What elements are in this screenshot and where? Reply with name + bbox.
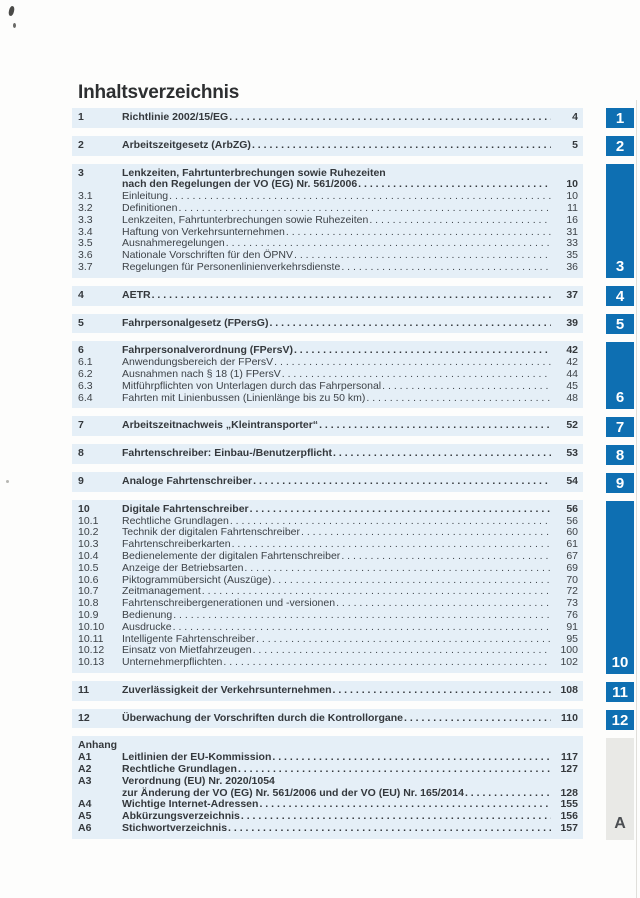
dot-leader — [382, 381, 551, 393]
entry-title: Ausdrucke — [122, 620, 172, 633]
entry-number: 10.5 — [78, 561, 99, 574]
entry-title: Rechtliche Grundlagen — [122, 763, 237, 776]
dot-leader — [253, 645, 551, 657]
entry-number: Anhang — [78, 739, 118, 752]
entry-number: 6.3 — [78, 379, 93, 392]
toc-block — [72, 286, 583, 306]
entry-number: 10.6 — [78, 573, 99, 586]
side-tab-label: A — [614, 815, 626, 832]
entry-title: Abkürzungsverzeichnis — [122, 810, 240, 823]
entry-number: A4 — [78, 798, 92, 811]
dot-leader — [178, 203, 551, 215]
toc-entry — [78, 610, 578, 622]
entry-page: 48 — [566, 391, 578, 404]
entry-title: Stichwortverzeichnis — [122, 822, 228, 835]
toc-entry — [78, 112, 578, 124]
entry-number: 10.9 — [78, 608, 99, 621]
entry-page: 42 — [566, 344, 578, 357]
entry-title: Anwendungsbereich der FPersV — [122, 356, 274, 369]
toc-entry — [78, 203, 578, 215]
entry-title: Fahrtenschreibergenerationen und -versionen — [122, 597, 336, 610]
entry-title: Bedienelemente der digitalen Fahrtenschreiber — [122, 549, 341, 562]
entry-title: Definitionen — [122, 201, 178, 214]
entry-number: 10.8 — [78, 597, 99, 610]
entry-number: 5 — [78, 316, 84, 329]
entry-title: Verordnung (EU) Nr. 2020/1054 — [122, 774, 275, 787]
dot-leader — [173, 610, 551, 622]
toc-block — [72, 108, 583, 128]
side-tab-8 — [606, 445, 634, 465]
entry-page: 45 — [566, 379, 578, 392]
entry-number: 3.1 — [78, 190, 93, 203]
entry-title: AETR — [122, 288, 151, 301]
entry-number: A5 — [78, 810, 92, 823]
entry-number: 7 — [78, 419, 84, 432]
toc-entry — [78, 657, 578, 669]
dot-leader — [286, 227, 551, 239]
entry-page: 10 — [566, 178, 578, 191]
side-tab-appendix — [606, 738, 634, 840]
entry-number: 10.10 — [78, 620, 105, 633]
side-tab-6 — [606, 342, 634, 409]
entry-page: 69 — [566, 561, 578, 574]
entry-number: 10.2 — [78, 526, 99, 539]
toc-block — [72, 681, 583, 701]
entry-title: Lenkzeiten, Fahrtunterbrechungen sowie Ruhezeiten — [122, 213, 369, 226]
toc-entry — [78, 823, 578, 835]
entry-page: 95 — [566, 632, 578, 645]
entry-number: 4 — [78, 288, 84, 301]
entry-title: Überwachung der Vorschriften durch die Kontrollorgane — [122, 711, 404, 724]
entry-page: 54 — [566, 474, 578, 487]
entry-title: Einsatz von Mietfahrzeugen — [122, 644, 252, 657]
entry-page: 16 — [566, 213, 578, 226]
entry-title: Intelligente Fahrtenschreiber — [122, 632, 256, 645]
side-tab-7 — [606, 417, 634, 437]
dot-leader — [274, 357, 551, 369]
entry-page: 157 — [560, 822, 578, 835]
entry-page: 102 — [560, 656, 578, 669]
entry-title: Zuverlässigkeit der Verkehrsunternehmen — [122, 683, 332, 696]
toc-entry — [78, 369, 578, 381]
entry-page: 33 — [566, 237, 578, 250]
entry-page: 4 — [572, 111, 578, 123]
entry-page: 35 — [566, 249, 578, 262]
side-tab-12 — [606, 710, 634, 730]
toc-list — [72, 108, 583, 847]
dot-leader — [152, 290, 551, 302]
toc-block — [72, 416, 583, 436]
entry-page: 5 — [572, 138, 578, 151]
entry-title: Unternehmerpflichten — [122, 656, 223, 669]
entry-number: 3 — [78, 166, 84, 179]
entry-number: 9 — [78, 474, 84, 487]
entry-title: Piktogrammübersicht (Auszüge) — [122, 573, 272, 586]
dot-leader — [252, 140, 551, 152]
dot-leader — [341, 551, 551, 563]
dot-leader — [253, 476, 551, 488]
dot-leader — [319, 420, 551, 432]
toc-entry — [78, 448, 578, 460]
entry-page: 53 — [566, 447, 578, 460]
entry-title: Fahrpersonalverordnung (FPersV) — [122, 344, 293, 357]
entry-title: Technik der digitalen Fahrtenschreiber — [122, 526, 301, 539]
side-tab-label: 9 — [615, 474, 625, 492]
entry-number: 10.3 — [78, 538, 99, 551]
toc-entry — [78, 713, 578, 725]
entry-number: 3.5 — [78, 237, 93, 250]
entry-number: A3 — [78, 774, 92, 787]
dot-leader — [229, 112, 551, 124]
dot-leader — [404, 713, 551, 725]
toc-block — [72, 341, 583, 408]
toc-block — [72, 472, 583, 492]
entry-page: 110 — [561, 711, 578, 724]
toc-entry — [78, 504, 578, 516]
dot-leader — [173, 622, 551, 634]
side-tab-10 — [606, 501, 634, 674]
entry-title: Fahrtenschreiberkarten — [122, 538, 231, 551]
entry-number: 3.3 — [78, 213, 93, 226]
entry-page: 31 — [566, 225, 578, 238]
entry-page: 60 — [566, 526, 578, 539]
entry-page: 91 — [566, 620, 578, 633]
dot-leader — [269, 318, 551, 330]
toc-entry — [78, 622, 578, 634]
entry-title: Leitlinien der EU-Kommission — [122, 751, 272, 764]
dot-leader — [366, 393, 551, 405]
toc-entry — [78, 563, 578, 575]
entry-number: 8 — [78, 447, 84, 460]
entry-title: Fahrtenschreiber: Einbau-/Benutzerpflicht — [122, 447, 333, 460]
page-title: Inhaltsverzeichnis — [78, 82, 240, 103]
toc-block — [72, 444, 583, 464]
side-tab-9 — [606, 473, 634, 493]
entry-number: A2 — [78, 763, 92, 776]
dot-leader — [250, 504, 551, 516]
entry-number: 6.1 — [78, 356, 93, 369]
toc-entry — [78, 290, 578, 302]
scan-speck — [6, 480, 9, 483]
side-tab-4 — [606, 286, 634, 306]
entry-title: Digitale Fahrtenschreiber — [122, 502, 249, 515]
entry-page: 11 — [567, 201, 578, 214]
entry-page: 128 — [560, 786, 578, 799]
side-tab-label: 8 — [615, 446, 625, 464]
dot-leader — [272, 575, 551, 587]
toc-block — [72, 709, 583, 729]
entry-title: nach den Regelungen der VO (EG) Nr. 561/2006 — [122, 178, 358, 191]
toc-entry — [78, 551, 578, 563]
toc-entry — [78, 776, 578, 788]
dot-leader — [294, 345, 551, 357]
entry-page: 155 — [560, 798, 578, 811]
dot-leader — [336, 598, 551, 610]
toc-block — [72, 736, 583, 838]
entry-page: 56 — [566, 514, 578, 527]
toc-entry — [78, 393, 578, 405]
dot-leader — [256, 634, 551, 646]
entry-number: 10 — [78, 502, 90, 515]
toc-entry — [78, 381, 578, 393]
entry-title: Fahrpersonalgesetz (FPersG) — [122, 316, 269, 329]
side-tab-label: 12 — [611, 711, 629, 729]
toc-block — [72, 164, 583, 278]
entry-title: Ausnahmeregelungen — [122, 237, 225, 250]
side-tab-label: 2 — [615, 137, 625, 155]
side-tab-3 — [606, 164, 634, 278]
entry-title: Regelungen für Personenlinienverkehrsdienste — [122, 260, 341, 273]
toc-entry — [78, 140, 578, 152]
entry-page: 76 — [566, 608, 578, 621]
entry-page: 73 — [566, 597, 578, 610]
entry-number: 10.1 — [78, 514, 99, 527]
entry-page: 67 — [566, 549, 578, 562]
entry-page: 36 — [566, 260, 578, 273]
dot-leader — [238, 764, 551, 776]
toc-block — [72, 314, 583, 334]
dot-leader — [341, 262, 551, 274]
dot-leader — [259, 799, 551, 811]
dot-leader — [369, 215, 551, 227]
side-tab-label: 11 — [612, 683, 628, 701]
entry-number: 10.4 — [78, 549, 99, 562]
entry-page: 44 — [566, 367, 578, 380]
toc-block — [72, 136, 583, 156]
entry-number: A6 — [78, 822, 92, 835]
entry-page: 72 — [566, 585, 578, 598]
side-tab-label: 1 — [615, 109, 625, 127]
dot-leader — [241, 811, 551, 823]
entry-title: Wichtige Internet-Adressen — [122, 798, 259, 811]
toc-entry — [78, 318, 578, 330]
page-edge-line — [636, 100, 637, 898]
entry-number: A1 — [78, 751, 92, 764]
dot-leader — [228, 823, 551, 835]
entry-number: 2 — [78, 138, 84, 151]
dot-leader — [358, 179, 551, 191]
entry-number: 3.7 — [78, 260, 93, 273]
toc-entry — [78, 420, 578, 432]
dot-leader — [465, 788, 551, 800]
dot-leader — [223, 657, 551, 669]
entry-page: 37 — [566, 288, 578, 301]
entry-page: 42 — [566, 356, 578, 369]
entry-page: 61 — [566, 538, 578, 551]
entry-title: Richtlinie 2002/15/EG — [122, 111, 229, 123]
dot-leader — [244, 563, 551, 575]
entry-page: 39 — [566, 316, 578, 329]
entry-title: Arbeitszeitnachweis „Kleintransporter“ — [122, 419, 319, 432]
entry-number: 11 — [78, 683, 90, 696]
dot-leader — [272, 752, 551, 764]
entry-number: 10.12 — [78, 644, 105, 657]
toc-entry — [78, 215, 578, 227]
side-tab-label: 4 — [615, 287, 625, 305]
entry-page: 70 — [566, 573, 578, 586]
side-tab-label: 5 — [615, 315, 625, 333]
side-tab-label: 10 — [611, 654, 629, 671]
entry-number: 3.4 — [78, 225, 93, 238]
dot-leader — [169, 191, 551, 203]
toc-block — [72, 500, 583, 673]
entry-number: 6.2 — [78, 367, 93, 380]
entry-title: Anzeige der Betriebsarten — [122, 561, 244, 574]
side-tab-5 — [606, 314, 634, 334]
dot-leader — [282, 369, 551, 381]
entry-number: 12 — [78, 711, 90, 724]
entry-title: Bedienung — [122, 608, 173, 621]
scan-speck — [13, 23, 16, 28]
side-tab-11 — [606, 682, 634, 702]
entry-number: 10.13 — [78, 656, 105, 669]
side-tab-2 — [606, 136, 634, 156]
entry-page: 56 — [566, 502, 578, 515]
entry-title: Rechtliche Grundlagen — [122, 514, 229, 527]
side-tab-label: 3 — [615, 258, 625, 275]
entry-page: 100 — [560, 644, 578, 657]
side-tab-label: 6 — [615, 389, 625, 406]
entry-title: Arbeitszeitgesetz (ArbZG) — [122, 138, 251, 151]
dot-leader — [333, 685, 551, 697]
toc-entry — [78, 262, 578, 274]
dot-leader — [301, 527, 551, 539]
entry-title: Analoge Fahrtenschreiber — [122, 474, 253, 487]
entry-title: Ausnahmen nach § 18 (1) FPersV — [122, 367, 281, 380]
entry-title: Mitführpflichten von Unterlagen durch das Fahrpersonal — [122, 379, 382, 392]
dot-leader — [333, 448, 551, 460]
entry-number: 3.2 — [78, 201, 93, 214]
entry-number: 1 — [78, 111, 84, 123]
entry-number: 6.4 — [78, 391, 93, 404]
entry-title: Zeitmanagement — [122, 585, 201, 598]
toc-entry — [78, 476, 578, 488]
entry-title: Lenkzeiten, Fahrtunterbrechungen sowie Ruhezeiten — [122, 166, 386, 179]
side-tab-label: 7 — [615, 418, 625, 436]
entry-number: 3.6 — [78, 249, 93, 262]
entry-title: Haftung von Verkehrsunternehmen — [122, 225, 285, 238]
entry-number: 6 — [78, 344, 84, 357]
side-tab-1 — [606, 108, 634, 128]
entry-number: 10.11 — [78, 632, 104, 645]
entry-page: 127 — [560, 763, 578, 776]
scan-speck — [8, 6, 15, 17]
entry-title: Fahrten mit Linienbussen (Linienlänge bis zu 50 km) — [122, 391, 366, 404]
entry-page: 156 — [560, 810, 578, 823]
entry-title: zur Änderung der VO (EG) Nr. 561/2006 und der VO (EU) Nr. 165/2014 — [122, 786, 464, 799]
entry-title: Nationale Vorschriften für den ÖPNV — [122, 249, 294, 262]
entry-page: 117 — [561, 751, 578, 764]
toc-entry — [78, 685, 578, 697]
entry-page: 10 — [566, 190, 578, 203]
entry-title: Einleitung — [122, 190, 169, 203]
entry-page: 52 — [566, 419, 578, 432]
entry-page: 108 — [560, 683, 578, 696]
entry-number: 10.7 — [78, 585, 99, 598]
